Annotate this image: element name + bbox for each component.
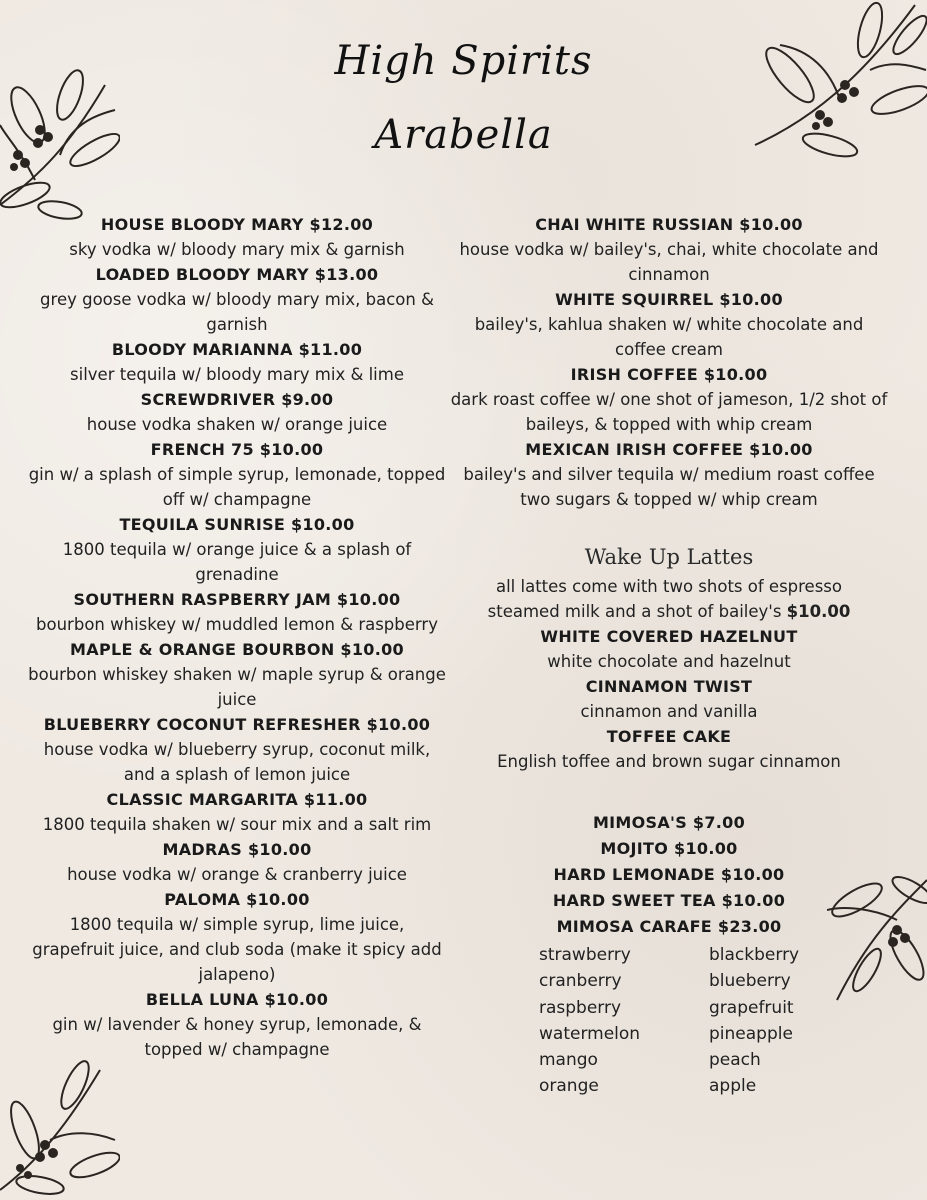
menu-item [27, 437, 447, 512]
item-description: English toffee and brown sugar cinnamon [497, 752, 841, 771]
item-name: BLOODY MARIANNA $11.00 [111, 340, 363, 359]
item-description: sky vodka w/ bloody mary mix & garnish [69, 240, 405, 259]
item-description: dark roast coffee w/ one shot of jameson, 1/2 shot of baileys, & topped with whip cream [450, 390, 888, 434]
flavor-item: blueberry [709, 971, 791, 992]
drink-item: MOJITO $10.00 [600, 839, 738, 858]
menu-item [448, 212, 890, 287]
latte-intro-text: steamed milk and a shot of bailey's [487, 602, 782, 621]
item-name: MEXICAN IRISH COFFEE $10.00 [525, 440, 813, 459]
item-description: grey goose vodka w/ bloody mary mix, bacon & garnish [40, 290, 434, 334]
menu-item [448, 674, 890, 724]
drink-item: MIMOSA CARAFE $23.00 [556, 917, 782, 936]
item-description: house vodka w/ blueberry syrup, coconut milk, and a splash of lemon juice [43, 740, 431, 784]
flavor-item: pineapple [709, 1023, 793, 1044]
menu-item [448, 624, 890, 674]
left-menu-column [27, 212, 447, 1062]
item-description: 1800 tequila w/ orange juice & a splash of grenadine [62, 540, 412, 584]
menu-item [27, 512, 447, 587]
latte-price: $10.00 [786, 602, 851, 621]
item-description: bailey's, kahlua shaken w/ white chocolate and coffee cream [474, 315, 864, 359]
flavor-item: watermelon [539, 1023, 641, 1044]
item-name: LOADED BLOODY MARY $13.00 [95, 265, 379, 284]
menu-item [27, 837, 447, 887]
menu-subtitle: Arabella [374, 112, 553, 158]
carafe-flavors [519, 942, 819, 1100]
menu-item [27, 337, 447, 387]
item-name: WHITE COVERED HAZELNUT [540, 627, 798, 646]
flavor-item: cranberry [539, 971, 622, 992]
item-name: FRENCH 75 $10.00 [150, 440, 324, 459]
drinks-section [448, 810, 890, 1100]
flavor-item: apple [709, 1076, 757, 1097]
item-description: 1800 tequila w/ simple syrup, lime juice, grapefruit juice, and club soda (make it spicy add jalapeno) [32, 915, 442, 984]
item-description: white chocolate and hazelnut [547, 652, 791, 671]
drink-item: HARD SWEET TEA $10.00 [552, 891, 786, 910]
menu-item [27, 387, 447, 437]
latte-intro-line: all lattes come with two shots of espresso [495, 577, 843, 596]
item-name: MAPLE & ORANGE BOURBON $10.00 [70, 640, 404, 659]
item-description: silver tequila w/ bloody mary mix & lime [70, 365, 404, 384]
coffee-branch-icon [0, 1060, 120, 1200]
item-name: TOFFEE CAKE [606, 727, 732, 746]
item-description: 1800 tequila shaken w/ sour mix and a salt rim [42, 815, 432, 834]
item-description: bourbon whiskey shaken w/ maple syrup & orange juice [28, 665, 446, 709]
item-name: BELLA LUNA $10.00 [145, 990, 329, 1009]
flavor-item: blackberry [709, 945, 800, 965]
item-name: CINNAMON TWIST [585, 677, 753, 696]
item-name: CLASSIC MARGARITA $11.00 [106, 790, 368, 809]
lattes-section [448, 542, 890, 774]
item-name: IRISH COFFEE $10.00 [570, 365, 768, 384]
drink-item: HARD LEMONADE $10.00 [553, 865, 785, 884]
menu-item [27, 637, 447, 712]
menu-item [448, 724, 890, 774]
flavor-item: peach [709, 1050, 761, 1071]
item-description: house vodka shaken w/ orange juice [86, 415, 388, 434]
menu-item [27, 587, 447, 637]
menu-item [27, 712, 447, 787]
item-name: PALOMA $10.00 [164, 890, 310, 909]
item-name: WHITE SQUIRREL $10.00 [555, 290, 783, 309]
flavor-item: raspberry [539, 997, 622, 1018]
item-description: bailey's and silver tequila w/ medium roast coffee two sugars & topped w/ whip cream [463, 465, 875, 509]
item-name: SOUTHERN RASPBERRY JAM $10.00 [73, 590, 401, 609]
menu-title: High Spirits [334, 38, 593, 84]
menu-item [448, 362, 890, 437]
section-heading: Wake Up Lattes [584, 545, 754, 569]
item-name: BLUEBERRY COCONUT REFRESHER $10.00 [43, 715, 431, 734]
item-name: TEQUILA SUNRISE $10.00 [119, 515, 355, 534]
item-description: gin w/ a splash of simple syrup, lemonade, topped off w/ champagne [28, 465, 446, 509]
right-menu-column [448, 212, 890, 1100]
flavor-item: orange [539, 1076, 599, 1097]
item-name: HOUSE BLOODY MARY $12.00 [100, 215, 374, 234]
menu-item [27, 787, 447, 837]
item-description: cinnamon and vanilla [580, 702, 758, 721]
item-description: house vodka w/ orange & cranberry juice [67, 865, 407, 884]
latte-intro-line [448, 599, 890, 624]
menu-item [27, 987, 447, 1062]
flavor-item: strawberry [539, 945, 631, 965]
menu-item [448, 437, 890, 512]
menu-item [448, 287, 890, 362]
flavor-item: mango [539, 1050, 598, 1071]
drink-item: MIMOSA'S $7.00 [592, 813, 746, 832]
flavor-item: grapefruit [709, 997, 794, 1018]
item-name: CHAI WHITE RUSSIAN $10.00 [535, 215, 803, 234]
item-description: house vodka w/ bailey's, chai, white chocolate and cinnamon [459, 240, 879, 284]
item-name: SCREWDRIVER $9.00 [140, 390, 334, 409]
menu-item [27, 262, 447, 337]
menu-item [27, 212, 447, 262]
item-description: gin w/ lavender & honey syrup, lemonade, & topped w/ champagne [52, 1015, 422, 1059]
item-description: bourbon whiskey w/ muddled lemon & raspberry [36, 615, 438, 634]
menu-item [27, 887, 447, 987]
item-name: MADRAS $10.00 [162, 840, 312, 859]
